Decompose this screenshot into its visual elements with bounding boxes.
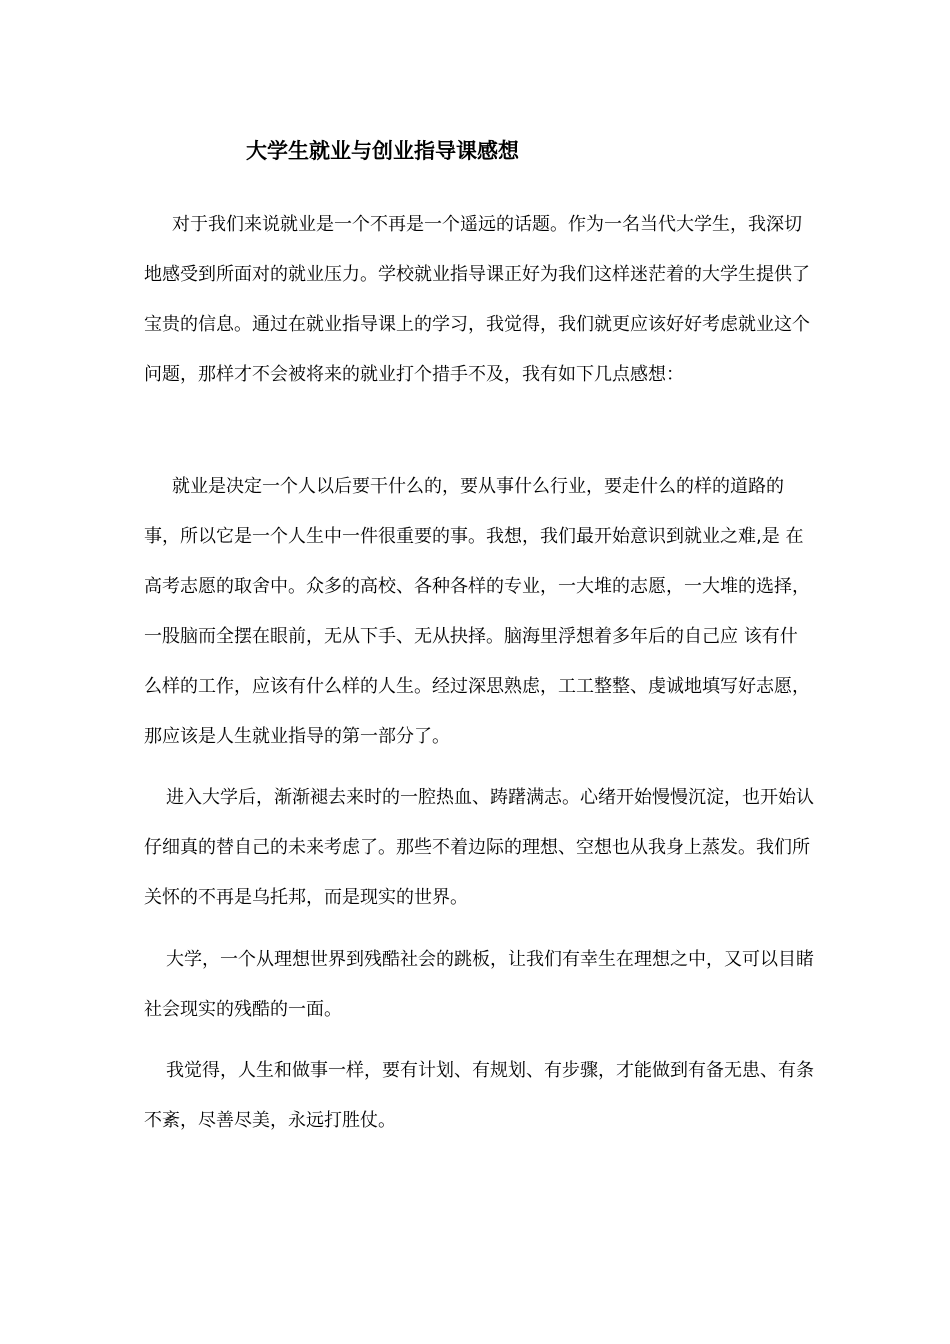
document-title: 大学生就业与创业指导课感想 <box>246 139 519 163</box>
paragraph-5: 我觉得，人生和做事一样，要有计划、有规划、有步骤，才能做到有备无患、有条不紊，尽善尽美，永远打胜仗。 <box>144 1060 814 1131</box>
paragraph-2: 就业是决定一个人以后要干什么的，要从事什么行业，要走什么的样的道路的事，所以它是一个人生中一件很重要的事。我想，我们最开始意识到就业之难,是 在高考志愿的取舍中。众多的高校、各种各样的专业，一大堆的志愿，一大堆的选择，一股脑而全摆在眼前，无从下手、无从抉择。脑海里浮想着多年后的自己应 该有什么样的工作，应该有什么样的人生。经过深思熟虑，工工整整、虔诚地填写好志愿，那应该是人生就业指导的第一部分了。 <box>144 476 810 747</box>
paragraph-1: 对于我们来说就业是一个不再是一个遥远的话题。作为一名当代大学生，我深切地感受到所面对的就业压力。学校就业指导课正好为我们这样迷茫着的大学生提供了宝贵的信息。通过在就业指导课上的学习，我觉得，我们就更应该好好考虑就业这个问题，那样才不会被将来的就业打个措手不及，我有如下几点感想： <box>144 214 810 385</box>
paragraph-4: 大学，一个从理想世界到残酷社会的跳板，让我们有幸生在理想之中，又可以目睹社会现实的残酷的一面。 <box>144 949 814 1020</box>
paragraph-3: 进入大学后，渐渐褪去来时的一腔热血、踌躇满志。心绪开始慢慢沉淀，也开始认仔细真的替自己的未来考虑了。那些不着边际的理想、空想也从我身上蒸发。我们所关怀的不再是乌托邦，而是现实的世界。 <box>144 787 814 908</box>
